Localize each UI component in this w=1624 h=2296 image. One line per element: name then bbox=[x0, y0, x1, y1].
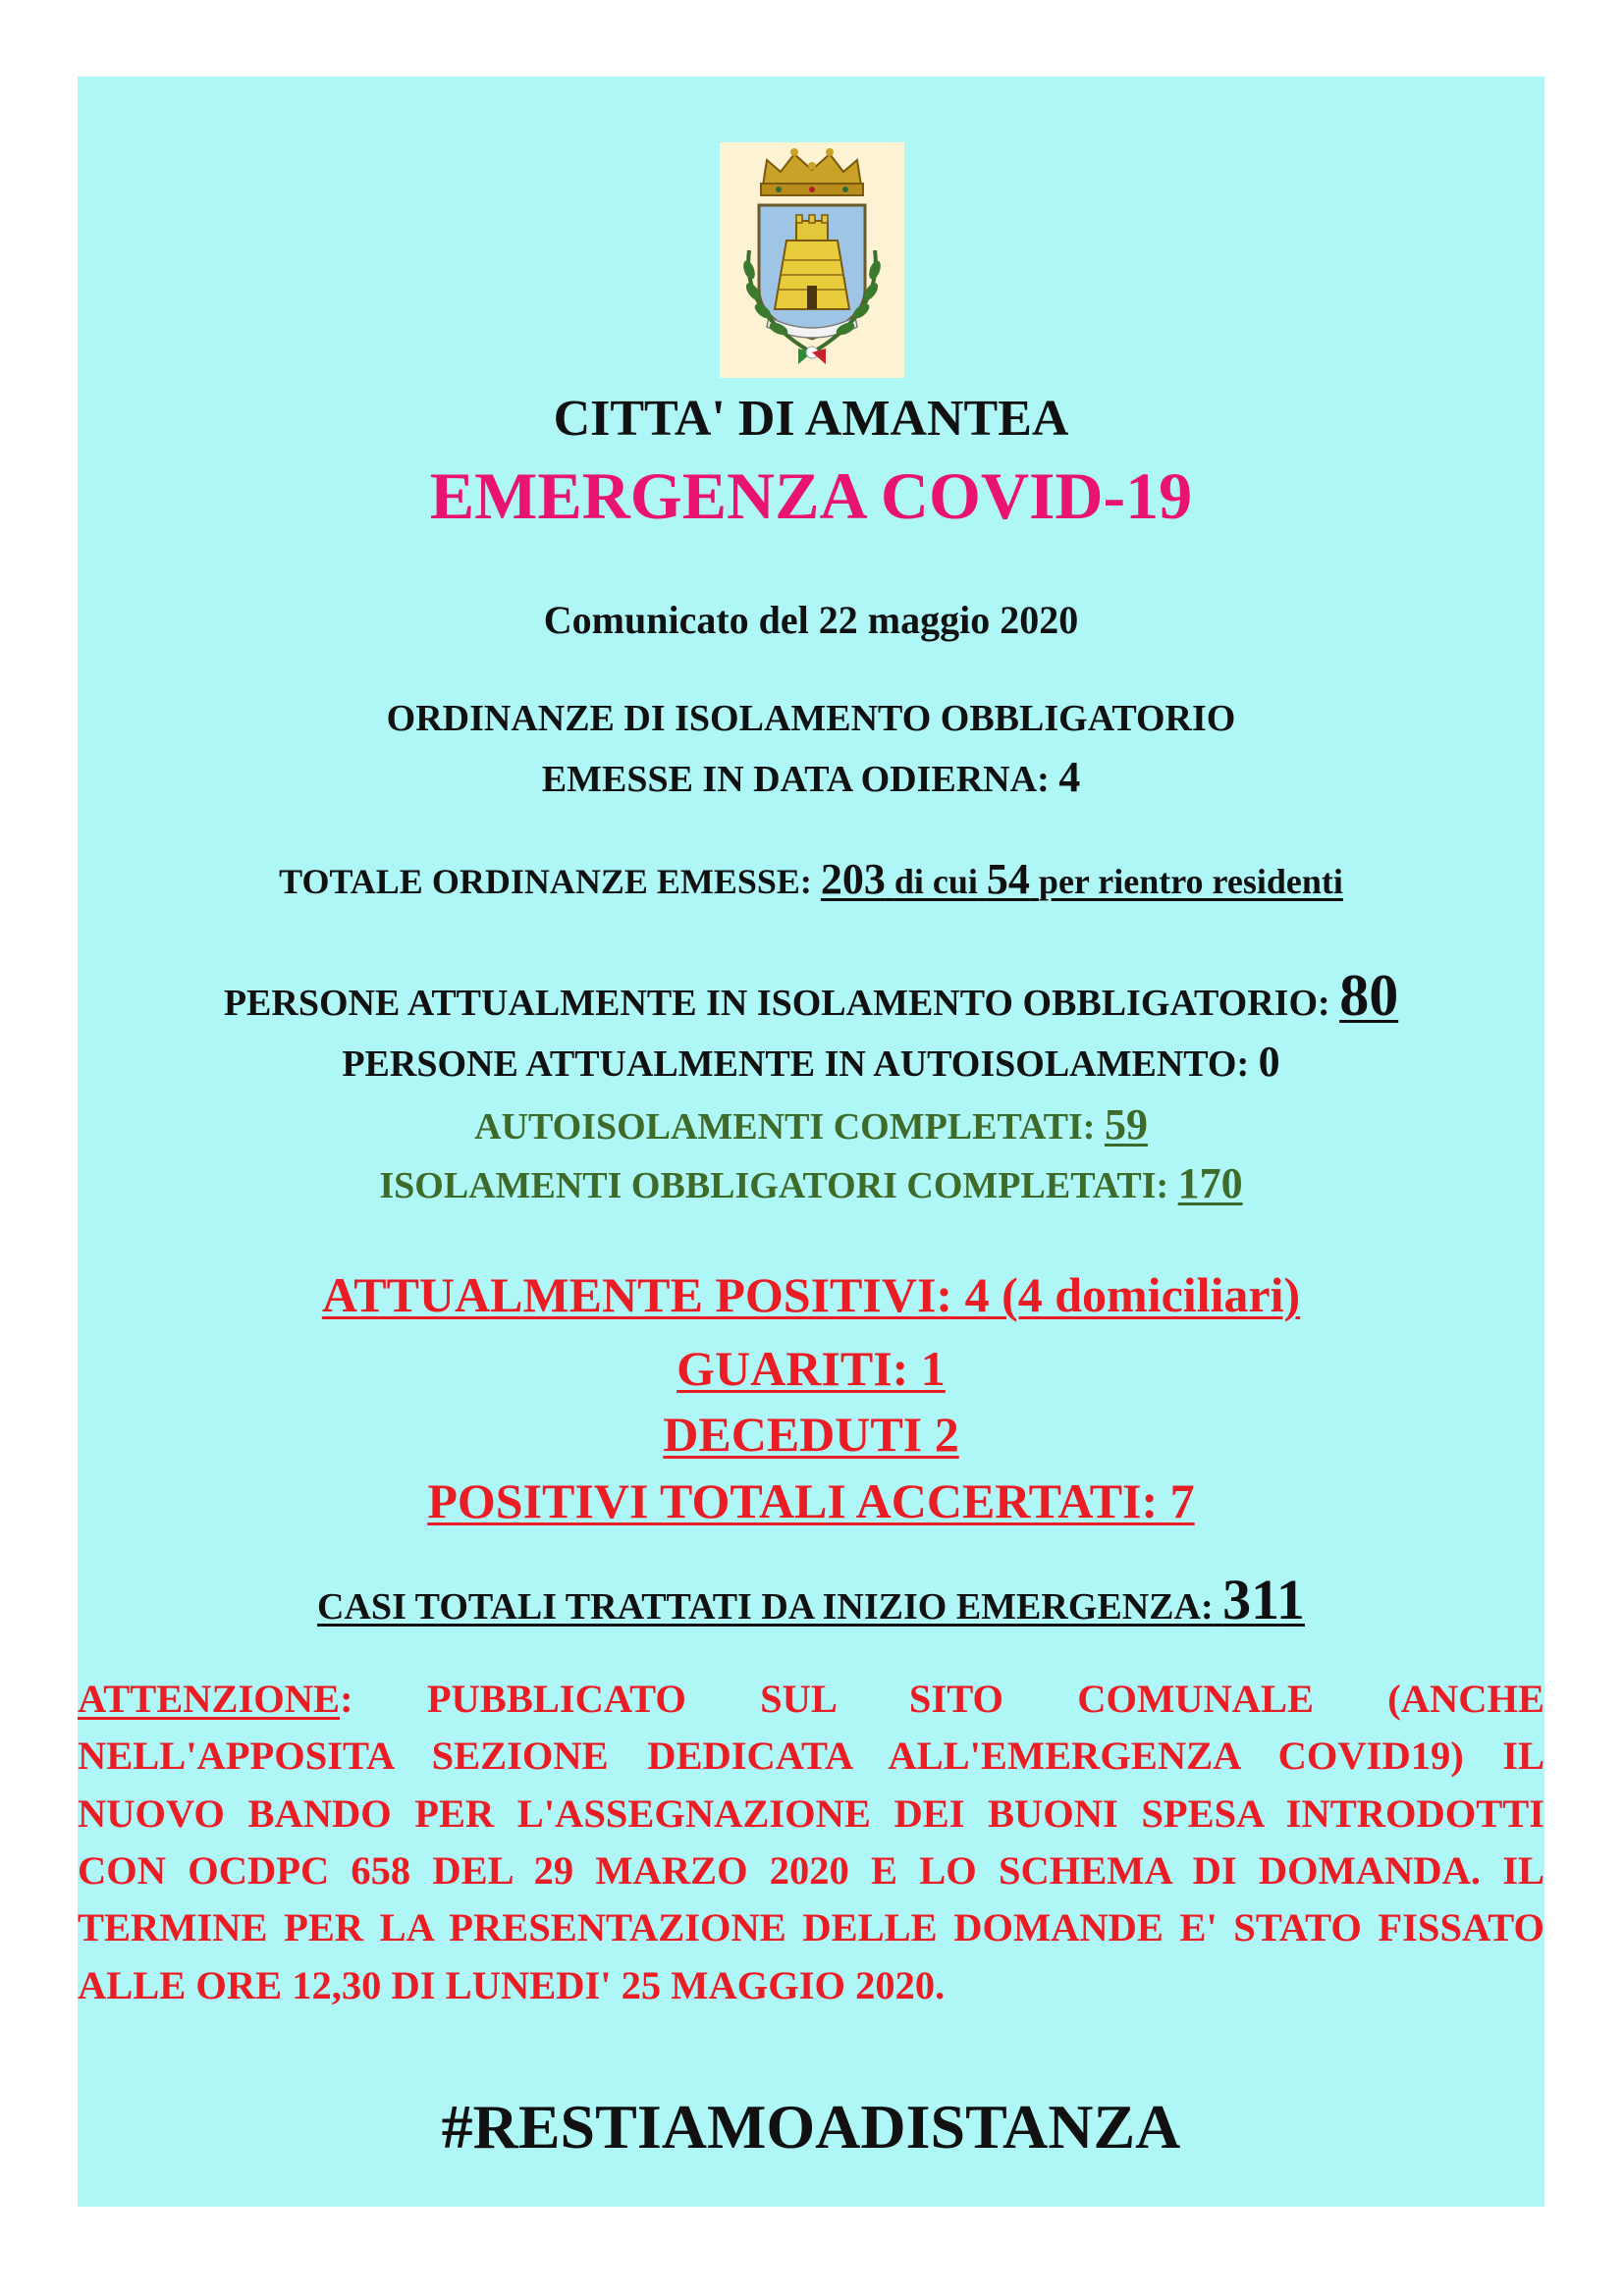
of-which-value: 54 bbox=[986, 855, 1030, 903]
ordinanze-today-row bbox=[78, 752, 1544, 802]
total-ordinanze-label: TOTALE ORDINANZE EMESSE: bbox=[279, 862, 812, 901]
isolamento-obbligatorio-label: PERSONE ATTUALMENTE IN ISOLAMENTO OBBLIGATORIO: bbox=[223, 983, 1330, 1024]
autoisolamenti-completati-row bbox=[78, 1099, 1544, 1149]
ordinanze-heading: ORDINANZE DI ISOLAMENTO OBBLIGATORIO bbox=[386, 698, 1236, 739]
casi-totali-label: CASI TOTALI TRATTATI DA INIZIO EMERGENZA: bbox=[317, 1586, 1214, 1628]
deceduti: DECEDUTI 2 bbox=[663, 1407, 959, 1462]
ordinanze-today-label: EMESSE IN DATA ODIERNA: bbox=[541, 759, 1050, 800]
hashtag-footer: #RESTIAMOADISTANZA bbox=[441, 2092, 1181, 2162]
isolamento-obbligatorio-row bbox=[78, 962, 1544, 1030]
positivi-totali-accertati: POSITIVI TOTALI ACCERTATI: 7 bbox=[427, 1473, 1195, 1528]
attualmente-positivi: ATTUALMENTE POSITIVI: 4 (4 domiciliari) bbox=[321, 1267, 1301, 1322]
attention-text: : PUBBLICATO SUL SITO COMUNALE (ANCHE NELL'APPOSITA SEZIONE DEDICATA ALL'EMERGENZA COVID19) IL NUOVO BANDO PER L'ASSEGNAZIONE DEI BUONI SPESA INTRODOTTI CON OCDPC 658 DEL 29 MARZO 2020 E LO SCHEMA DI DOMANDA. IL TERMINE PER LA PRESENTAZIONE DELLE DOMANDE E' STATO FISSATO ALLE ORE 12,30 DI LUNEDI' 25 MAGGIO 2020. bbox=[78, 1677, 1544, 2007]
guariti: GUARITI: 1 bbox=[677, 1341, 946, 1396]
isolamento-obbligatorio-value: 80 bbox=[1339, 963, 1399, 1028]
casi-totali-underlined bbox=[317, 1568, 1305, 1631]
casi-totali-value: 311 bbox=[1222, 1568, 1305, 1631]
total-ordinanze-value: 203 bbox=[820, 855, 886, 903]
autoisolamenti-completati-value: 59 bbox=[1104, 1100, 1148, 1148]
casi-totali-row bbox=[78, 1567, 1544, 1632]
autoisolamenti-completati-label: AUTOISOLAMENTI COMPLETATI: bbox=[474, 1106, 1096, 1148]
city-name: CITTA' DI AMANTEA bbox=[553, 391, 1069, 447]
crown-icon bbox=[761, 148, 863, 195]
communique-date: Comunicato del 22 maggio 2020 bbox=[543, 598, 1079, 642]
autoisolamento-row bbox=[78, 1037, 1544, 1087]
ordinanze-today-value: 4 bbox=[1058, 753, 1081, 801]
isolamenti-obbligatori-completati-value: 170 bbox=[1177, 1159, 1243, 1207]
attention-notice bbox=[78, 1671, 1544, 2014]
of-which-label: di cui bbox=[893, 862, 978, 901]
isolamenti-obbligatori-completati-row bbox=[78, 1158, 1544, 1208]
of-which-suffix: per rientro residenti bbox=[1038, 862, 1343, 901]
emergency-title: EMERGENZA COVID-19 bbox=[429, 458, 1193, 533]
total-ordinanze-row bbox=[78, 854, 1544, 904]
isolamenti-obbligatori-completati-label: ISOLAMENTI OBBLIGATORI COMPLETATI: bbox=[379, 1165, 1169, 1206]
autoisolamento-label: PERSONE ATTUALMENTE IN AUTOISOLAMENTO: bbox=[342, 1043, 1250, 1085]
tricolour-bow-icon bbox=[798, 347, 826, 364]
total-ordinanze-underlined bbox=[820, 855, 1343, 903]
attention-keyword: ATTENZIONE bbox=[78, 1677, 341, 1721]
autoisolamento-value: 0 bbox=[1258, 1038, 1280, 1086]
amantea-coat-of-arms-icon bbox=[720, 142, 904, 378]
coat-of-arms-graphic bbox=[720, 142, 904, 378]
